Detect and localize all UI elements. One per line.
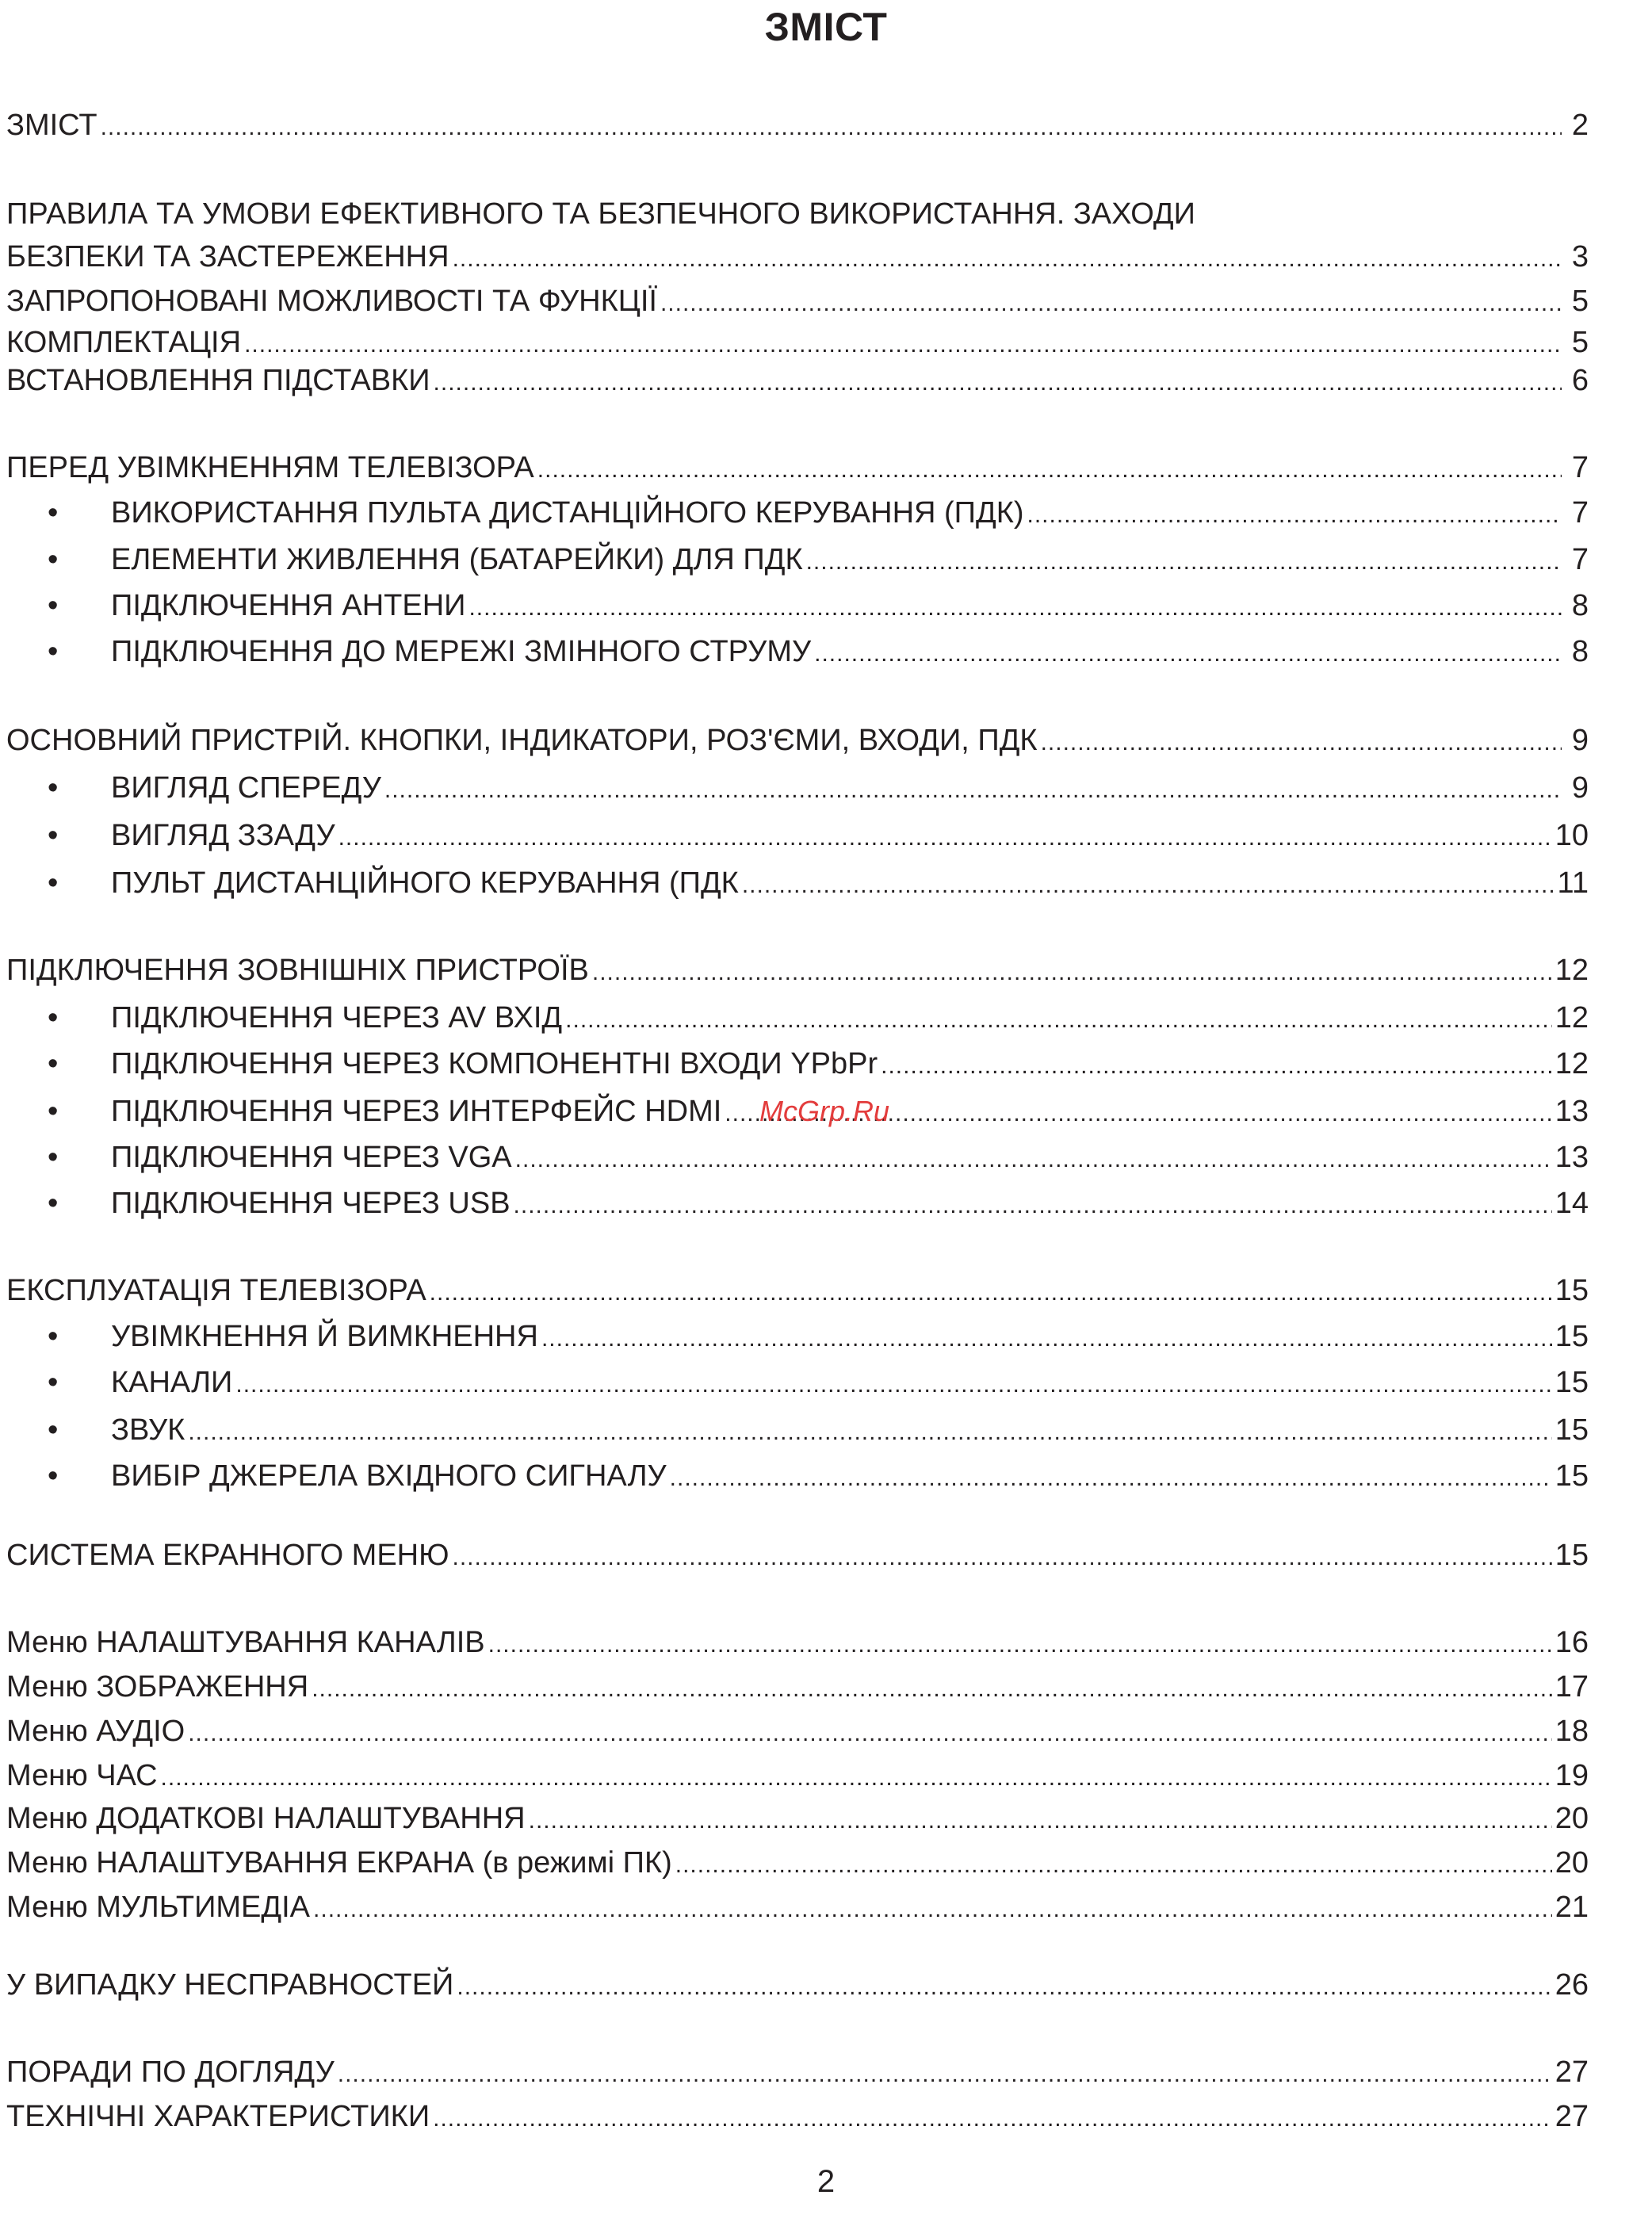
toc-subentry (6, 1363, 1589, 1402)
dot-leader (235, 1363, 1551, 1404)
dot-leader (338, 816, 1552, 857)
toc-entry (6, 1623, 1589, 1662)
dot-leader (529, 1799, 1552, 1840)
dot-leader (514, 1184, 1552, 1225)
dot-leader (660, 282, 1562, 323)
toc-entry-page: 14 (1554, 1187, 1589, 1220)
toc-entry-label: ВИКОРИСТАННЯ ПУЛЬТА ДИСТАНЦІЙНОГО КЕРУВАННЯ (ПДК) (111, 496, 1024, 530)
toc-subentry (6, 1317, 1589, 1356)
toc-entry-label: КОМПЛЕКТАЦІЯ (6, 326, 242, 359)
dot-leader (457, 1966, 1551, 2006)
toc-entry-label: СИСТЕМА ЕКРАННОГО МЕНЮ (6, 1539, 449, 1572)
page-number: 2 (816, 2164, 836, 2199)
toc-entry-label: ЗАПРОПОНОВАНІ МОЖЛИВОСТІ ТА ФУНКЦІЇ (6, 285, 657, 318)
dot-leader (488, 1623, 1552, 1664)
dot-leader (101, 106, 1562, 147)
toc-entry-page: 7 (1571, 543, 1589, 576)
toc-entry-page: 7 (1571, 451, 1589, 484)
toc-entry (6, 449, 1589, 487)
dot-leader (1041, 721, 1562, 762)
dot-leader (742, 864, 1554, 904)
bullet-icon: • (48, 819, 59, 852)
toc-entry (6, 721, 1589, 759)
toc-entry-label: ВИГЛЯД СПЕРЕДУ (111, 771, 381, 805)
toc-subentry (6, 633, 1589, 671)
toc-entry-label: ВСТАНОВЛЕННЯ ПІДСТАВКИ (6, 364, 430, 397)
toc-entry-label: ЗВУК (111, 1413, 185, 1447)
toc-entry (6, 282, 1589, 320)
toc-entry-label: Меню ЧАС (6, 1759, 158, 1792)
dot-leader (244, 323, 1562, 364)
toc-entry-label: КАНАЛИ (111, 1366, 233, 1399)
toc-subentry (6, 541, 1589, 579)
toc-entry (6, 1536, 1589, 1574)
bullet-icon: • (48, 1459, 59, 1493)
toc-entry-label: ЕКСПЛУАТАЦІЯ ТЕЛЕВІЗОРА (6, 1274, 426, 1307)
dot-leader (338, 2053, 1552, 2094)
toc-entry-page: 20 (1554, 1802, 1589, 1835)
toc-subentry (6, 1184, 1589, 1222)
bullet-icon: • (48, 543, 59, 576)
dot-leader (453, 238, 1562, 278)
toc-entry (6, 2053, 1589, 2091)
bullet-icon: • (48, 1413, 59, 1447)
toc-entry-label: Меню АУДІО (6, 1715, 185, 1748)
dot-leader (1027, 494, 1562, 534)
toc-entry-label: Меню НАЛАШТУВАННЯ КАНАЛІВ (6, 1626, 485, 1659)
bullet-icon: • (48, 496, 59, 530)
toc-subentry (6, 587, 1589, 625)
toc-entry-label: ПІДКЛЮЧЕННЯ ЧЕРЕЗ КОМПОНЕНТНІ ВХОДИ YPbPr (111, 1047, 878, 1080)
toc-entry-label: Меню ЗОБРАЖЕННЯ (6, 1670, 309, 1704)
toc-entry (6, 238, 1589, 276)
dot-leader (670, 1457, 1552, 1497)
toc-entry-label: Меню НАЛАШТУВАННЯ ЕКРАНА (в режимі ПК) (6, 1846, 672, 1880)
toc-entry (6, 1668, 1589, 1706)
toc-entry-page: 12 (1554, 1001, 1589, 1034)
toc-entry-page: 15 (1554, 1413, 1589, 1447)
toc-entry-page: 5 (1571, 285, 1589, 318)
dot-leader (453, 1536, 1552, 1577)
dot-leader (814, 633, 1562, 673)
toc-entry-page: 3 (1571, 240, 1589, 273)
toc-entry-label: УВІМКНЕННЯ Й ВИМКНЕННЯ (111, 1320, 538, 1353)
bullet-icon: • (48, 635, 59, 668)
dot-leader (312, 1668, 1552, 1708)
toc-entry-label: ПІДКЛЮЧЕННЯ ЧЕРЕЗ VGA (111, 1141, 512, 1174)
bullet-icon: • (48, 589, 59, 622)
toc-entry-page: 5 (1571, 326, 1589, 359)
toc-entry-label: БЕЗПЕКИ ТА ЗАСТЕРЕЖЕННЯ (6, 240, 449, 273)
page-title: ЗМІСТ (764, 5, 888, 49)
toc-entry-label: ПІДКЛЮЧЕННЯ АНТЕНИ (111, 589, 466, 622)
dot-leader (806, 541, 1562, 581)
toc-entry (6, 1844, 1589, 1882)
bullet-icon: • (48, 1141, 59, 1174)
toc-entry-page: 27 (1554, 2055, 1589, 2089)
toc-entry-label: ПЕРЕД УВІМКНЕННЯМ ТЕЛЕВІЗОРА (6, 451, 534, 484)
toc-entry-label: У ВИПАДКУ НЕСПРАВНОСТЕЙ (6, 1968, 454, 2002)
toc-entry (6, 1272, 1589, 1310)
toc-entry-label: Меню ДОДАТКОВІ НАЛАШТУВАННЯ (6, 1802, 526, 1835)
dot-leader (468, 587, 1562, 627)
toc-entry (6, 1757, 1589, 1795)
bullet-icon: • (48, 1001, 59, 1034)
toc-entry-page: 21 (1554, 1891, 1589, 1924)
toc-entry (6, 1712, 1589, 1750)
toc-entry-page: 13 (1554, 1141, 1589, 1174)
dot-leader (384, 769, 1562, 809)
toc-subentry (6, 1411, 1589, 1449)
toc-entry-label: ПУЛЬТ ДИСТАНЦІЙНОГО КЕРУВАННЯ (ПДК (111, 866, 739, 900)
toc-entry-page: 15 (1554, 1539, 1589, 1572)
dot-leader (161, 1757, 1552, 1797)
toc-entry-page: 10 (1554, 819, 1589, 852)
toc-entry-label: ВИГЛЯД ЗЗАДУ (111, 819, 335, 852)
toc-subentry (6, 999, 1589, 1037)
toc-entry-page: 15 (1554, 1274, 1589, 1307)
toc-entry-label: ТЕХНІЧНІ ХАРАКТЕРИСТИКИ (6, 2100, 430, 2133)
toc-entry (6, 1799, 1589, 1837)
toc-entry-page: 20 (1554, 1846, 1589, 1880)
toc-entry (6, 951, 1589, 989)
dot-leader (434, 361, 1562, 402)
dot-leader (537, 449, 1562, 489)
dot-leader (188, 1411, 1551, 1451)
bullet-icon: • (48, 866, 59, 900)
dot-leader (565, 999, 1552, 1039)
bullet-icon: • (48, 1095, 59, 1128)
dot-leader (541, 1317, 1552, 1358)
toc-entry-page: 8 (1571, 635, 1589, 668)
toc-entry-page: 8 (1571, 589, 1589, 622)
toc-entry-label: ПІДКЛЮЧЕННЯ ЧЕРЕЗ USB (111, 1187, 511, 1220)
toc-entry-page: 18 (1554, 1715, 1589, 1748)
toc-entry-page: 27 (1554, 2100, 1589, 2133)
dot-leader (592, 951, 1552, 992)
dot-leader (675, 1844, 1552, 1884)
toc-entry (6, 1888, 1589, 1926)
dot-leader (313, 1888, 1552, 1929)
toc-entry-page: 15 (1554, 1459, 1589, 1493)
toc-entry (6, 195, 1589, 233)
bullet-icon: • (48, 1047, 59, 1080)
bullet-icon: • (48, 771, 59, 805)
toc-entry (6, 1966, 1589, 2004)
toc-entry-page: 16 (1554, 1626, 1589, 1659)
toc-entry-page: 12 (1554, 1047, 1589, 1080)
toc-entry-label: ПІДКЛЮЧЕННЯ ЧЕРЕЗ ИНТЕРФЕЙС HDMI (111, 1095, 722, 1128)
toc-entry-label: ПІДКЛЮЧЕННЯ ЧЕРЕЗ AV ВХІД (111, 1001, 563, 1034)
bullet-icon: • (48, 1366, 59, 1399)
toc-entry-page: 7 (1571, 496, 1589, 530)
toc-entry-page: 15 (1554, 1366, 1589, 1399)
toc-entry-page: 6 (1571, 364, 1589, 397)
bullet-icon: • (48, 1187, 59, 1220)
toc-entry-page: 19 (1554, 1759, 1589, 1792)
dot-leader (433, 2098, 1552, 2138)
dot-leader (188, 1712, 1552, 1753)
toc-entry-label: ЗМІСТ (6, 109, 98, 142)
toc-entry-label: ПІДКЛЮЧЕННЯ ДО МЕРЕЖІ ЗМІННОГО СТРУМУ (111, 635, 812, 668)
toc-entry-label: ПІДКЛЮЧЕННЯ ЗОВНІШНІХ ПРИСТРОЇВ (6, 954, 589, 987)
toc-entry-label: ПРАВИЛА ТА УМОВИ ЕФЕКТИВНОГО ТА БЕЗПЕЧНОГО ВИКОРИСТАННЯ. ЗАХОДИ (6, 197, 1195, 231)
toc-subentry (6, 1138, 1589, 1176)
toc-entry-label: Меню МУЛЬТИМЕДІА (6, 1891, 311, 1924)
toc-entry-page: 9 (1571, 771, 1589, 805)
toc-entry-page: 15 (1554, 1320, 1589, 1353)
toc-entry (6, 323, 1589, 361)
toc-subentry (6, 1045, 1589, 1083)
toc-subentry (6, 864, 1589, 902)
toc-entry-page: 11 (1557, 866, 1589, 900)
toc-entry-page: 26 (1554, 1968, 1589, 2002)
toc-subentry (6, 816, 1589, 855)
toc-entry (6, 2098, 1589, 2136)
toc-entry (6, 106, 1589, 144)
toc-subentry (6, 1457, 1589, 1495)
toc-subentry (6, 494, 1589, 532)
toc-entry-page: 9 (1571, 724, 1589, 757)
toc-entry-page: 12 (1554, 954, 1589, 987)
toc-subentry (6, 769, 1589, 807)
bullet-icon: • (48, 1320, 59, 1353)
toc-entry-page: 2 (1571, 109, 1589, 142)
toc-entry-page: 17 (1554, 1670, 1589, 1704)
toc-entry (6, 361, 1589, 400)
toc-entry-label: ОСНОВНИЙ ПРИСТРІЙ. КНОПКИ, ІНДИКАТОРИ, РОЗ'ЄМИ, ВХОДИ, ПДК (6, 724, 1038, 757)
dot-leader (430, 1272, 1552, 1312)
dot-leader (881, 1045, 1552, 1085)
toc-entry-page: 13 (1554, 1095, 1589, 1128)
watermark: McGrp.Ru (759, 1095, 890, 1127)
toc-entry-label: ПОРАДИ ПО ДОГЛЯДУ (6, 2055, 335, 2089)
toc-entry-label: ВИБІР ДЖЕРЕЛА ВХІДНОГО СИГНАЛУ (111, 1459, 667, 1493)
dot-leader (515, 1138, 1552, 1179)
toc-entry-label: ЕЛЕМЕНТИ ЖИВЛЕННЯ (БАТАРЕЙКИ) ДЛЯ ПДК (111, 543, 803, 576)
